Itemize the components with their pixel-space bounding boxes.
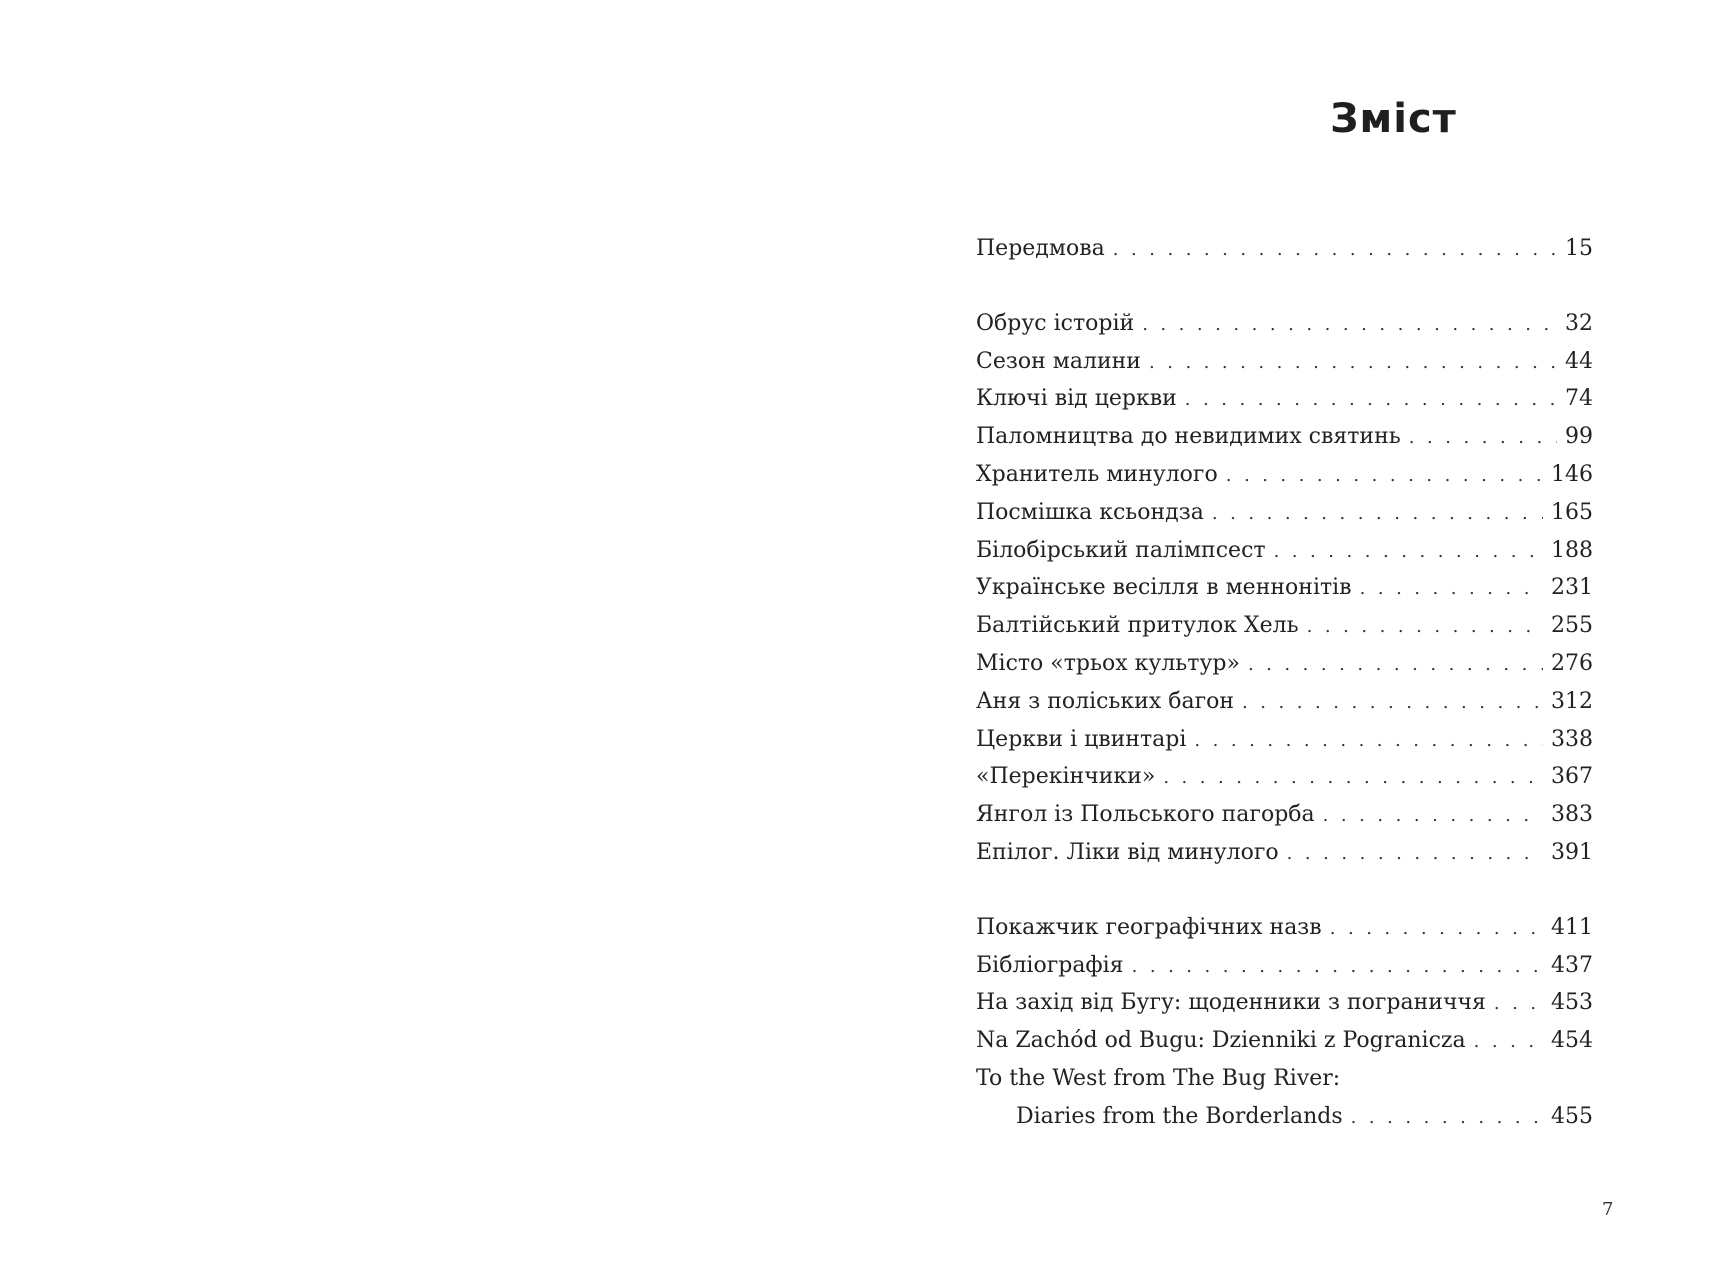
table-of-contents	[976, 230, 1593, 1136]
toc-entry[interactable]	[976, 721, 1593, 759]
toc-entry[interactable]	[976, 1022, 1593, 1060]
toc-group-appendix	[976, 909, 1593, 1136]
toc-entry-title: To the West from The Bug River:	[976, 1065, 1341, 1091]
toc-entry-page: 44	[1565, 348, 1593, 374]
toc-entry[interactable]	[976, 532, 1593, 570]
toc-group-intro	[976, 230, 1593, 268]
toc-entry-page: 276	[1551, 650, 1593, 676]
toc-entry[interactable]	[976, 230, 1593, 268]
dot-leader	[1409, 419, 1557, 457]
dot-leader	[1142, 306, 1557, 344]
dot-leader	[1149, 344, 1557, 382]
toc-entry-page: 146	[1551, 461, 1593, 487]
dot-leader	[1194, 722, 1543, 760]
toc-entry-title: Янгол із Польського пагорба	[976, 802, 1315, 828]
toc-entry[interactable]	[976, 569, 1593, 607]
toc-entry-page: 312	[1551, 688, 1593, 714]
toc-entry-page: 188	[1551, 537, 1593, 563]
toc-entry[interactable]	[976, 683, 1593, 721]
toc-entry-title: Хранитель минулого	[976, 461, 1218, 487]
dot-leader	[1307, 608, 1543, 646]
toc-entry[interactable]	[976, 380, 1593, 418]
toc-entry[interactable]	[976, 645, 1593, 683]
dot-leader	[1185, 381, 1557, 419]
toc-entry-title: Українське весілля в меннонітів	[976, 575, 1352, 601]
toc-entry-page: 367	[1551, 764, 1593, 790]
toc-entry[interactable]	[976, 758, 1593, 796]
toc-entry-title: Покажчик географічних назв	[976, 914, 1322, 940]
page-title: Зміст	[1330, 96, 1457, 142]
dot-leader	[1287, 835, 1543, 873]
toc-entry-title: Паломництва до невидимих святинь	[976, 424, 1401, 450]
dot-leader	[1360, 570, 1543, 608]
toc-entry-continuation[interactable]	[976, 1098, 1593, 1136]
toc-entry-title: Ключі від церкви	[976, 386, 1177, 412]
toc-entry-page: 165	[1551, 499, 1593, 525]
dot-leader	[1474, 1023, 1543, 1061]
toc-entry-title: Балтійський притулок Хель	[976, 613, 1299, 639]
toc-entry[interactable]	[976, 343, 1593, 381]
toc-entry-page: 454	[1551, 1028, 1593, 1054]
dot-leader	[1323, 797, 1543, 835]
toc-entry[interactable]	[976, 418, 1593, 456]
toc-entry[interactable]	[976, 909, 1593, 947]
toc-entry[interactable]	[976, 984, 1593, 1022]
toc-entry-title: Церкви і цвинтарі	[976, 726, 1187, 752]
toc-entry-title: Diaries from the Borderlands	[1016, 1103, 1343, 1129]
toc-entry-title: Бібліографія	[976, 952, 1124, 978]
toc-entry-page: 383	[1551, 802, 1593, 828]
dot-leader	[1248, 646, 1543, 684]
toc-entry[interactable]	[976, 456, 1593, 494]
toc-entry-page: 231	[1551, 575, 1593, 601]
toc-entry-page: 15	[1565, 236, 1593, 261]
toc-entry-page: 99	[1565, 424, 1593, 450]
toc-entry-title: Білобірський палімпсест	[976, 537, 1266, 563]
toc-entry[interactable]	[976, 947, 1593, 985]
left-page-blank	[0, 0, 856, 1270]
dot-leader	[1274, 533, 1543, 571]
toc-entry-page: 32	[1565, 310, 1593, 336]
toc-group-chapters	[976, 305, 1593, 872]
dot-leader	[1212, 495, 1543, 533]
toc-entry-title: Епілог. Ліки від минулого	[976, 839, 1279, 865]
toc-entry-title: Місто «трьох культур»	[976, 650, 1240, 676]
toc-entry-title: Обрус історій	[976, 310, 1135, 336]
toc-entry-page: 455	[1551, 1103, 1593, 1129]
toc-entry[interactable]	[976, 834, 1593, 872]
toc-entry-page: 391	[1551, 839, 1593, 865]
dot-leader	[1351, 1099, 1543, 1137]
right-page	[856, 0, 1713, 1270]
dot-leader	[1132, 948, 1543, 986]
toc-entry[interactable]	[976, 796, 1593, 834]
toc-entry[interactable]	[976, 305, 1593, 343]
toc-entry-title: На захід від Бугу: щоденники з пограниччя	[976, 990, 1486, 1016]
dot-leader	[1113, 231, 1557, 269]
dot-leader	[1242, 684, 1543, 722]
toc-entry-title: Аня з поліських багон	[976, 688, 1235, 714]
toc-entry-title: Na Zachód od Bugu: Dzienniki z Pogranicza	[976, 1028, 1466, 1054]
toc-entry[interactable]	[976, 607, 1593, 645]
toc-entry-page: 255	[1551, 613, 1593, 639]
toc-entry[interactable]	[976, 494, 1593, 532]
toc-entry-title: Сезон малини	[976, 348, 1141, 374]
dot-leader	[1163, 759, 1543, 797]
toc-entry-title: Посмішка ксьондза	[976, 499, 1204, 525]
toc-entry-title: «Перекінчики»	[976, 764, 1156, 790]
dot-leader	[1494, 985, 1543, 1023]
toc-entry-first-line[interactable]	[976, 1060, 1593, 1098]
toc-entry-page: 453	[1551, 990, 1593, 1016]
toc-entry-page: 411	[1551, 914, 1593, 940]
page-number: 7	[1602, 1199, 1614, 1220]
dot-leader	[1330, 910, 1543, 948]
dot-leader	[1226, 457, 1543, 495]
toc-entry-page: 437	[1551, 952, 1593, 978]
toc-entry-page: 74	[1565, 386, 1593, 412]
toc-entry-title: Передмова	[976, 236, 1105, 261]
toc-entry-page: 338	[1551, 726, 1593, 752]
